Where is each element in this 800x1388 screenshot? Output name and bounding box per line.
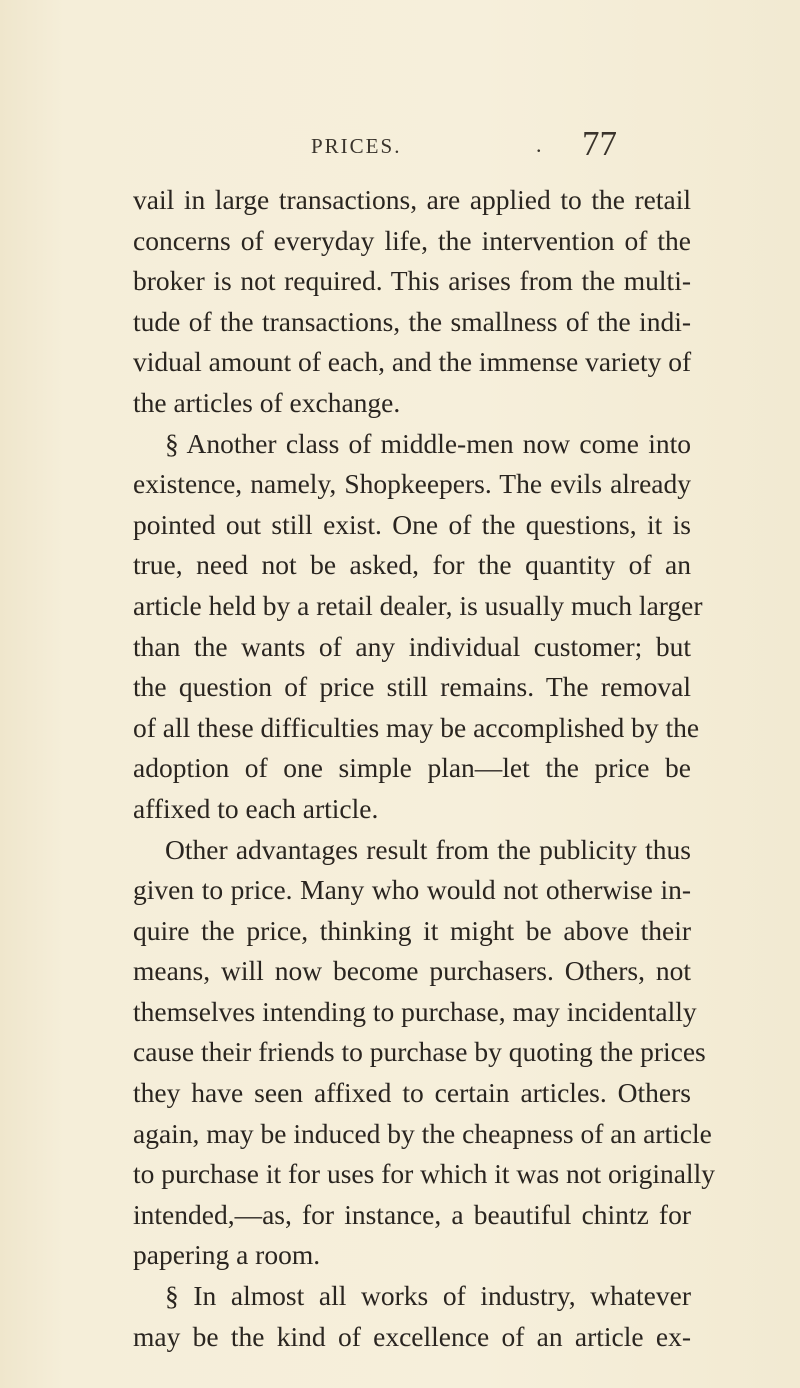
text-line: broker is not required. This arises from the multi-	[133, 265, 691, 297]
text-line: to purchase it for uses for which it was not originally	[133, 1158, 715, 1190]
text-line: may be the kind of excellence of an article ex-	[133, 1320, 691, 1352]
text-line: cause their friends to purchase by quoting the prices	[133, 1036, 706, 1068]
page-number: 77	[582, 124, 617, 163]
text-line: article held by a retail dealer, is usually much larger	[133, 589, 703, 621]
text-line: Other advantages result from the publicity thus	[165, 833, 691, 865]
text-line: given to price. Many who would not otherwise in-	[133, 874, 691, 906]
text-line: § Another class of middle-men now come into	[165, 427, 691, 459]
text-line: vail in large transactions, are applied to the retail	[133, 184, 691, 215]
running-head	[0, 124, 800, 168]
text-line: themselves intending to purchase, may incidentally	[133, 995, 697, 1027]
text-line: intended,—as, for instance, a beautiful chintz for	[133, 1198, 691, 1230]
text-line: the question of price still remains. The removal	[133, 671, 691, 703]
text-line: pointed out still exist. One of the questions, it is	[133, 508, 691, 540]
text-line: tude of the transactions, the smallness of the indi-	[133, 305, 691, 337]
text-line: means, will now become purchasers. Others, not	[133, 955, 691, 987]
body-text	[133, 180, 715, 1357]
text-line: again, may be induced by the cheapness of an article	[133, 1117, 712, 1149]
text-line: true, need not be asked, for the quantity of an	[133, 549, 691, 581]
text-line: § In almost all works of industry, whatever	[165, 1280, 691, 1312]
text-line: quire the price, thinking it might be above their	[133, 914, 691, 946]
text-line: adoption of one simple plan—let the price be	[133, 752, 691, 784]
text-line: affixed to each article.	[133, 792, 379, 824]
text-line: concerns of everyday life, the intervention of the	[133, 224, 691, 256]
text-line: existence, namely, Shopkeepers. The evils already	[133, 468, 691, 500]
text-line: papering a room.	[133, 1239, 321, 1271]
text-line: the articles of exchange.	[133, 386, 401, 418]
text-line: they have seen affixed to certain articles. Others	[133, 1077, 691, 1109]
text-line: than the wants of any individual customer; but	[133, 630, 691, 662]
running-title: PRICES.	[311, 134, 402, 158]
text-line: vidual amount of each, and the immense variety of	[133, 346, 692, 378]
text-line: of all these difficulties may be accomplished by the	[133, 711, 700, 743]
running-head-separator: .	[536, 132, 542, 157]
